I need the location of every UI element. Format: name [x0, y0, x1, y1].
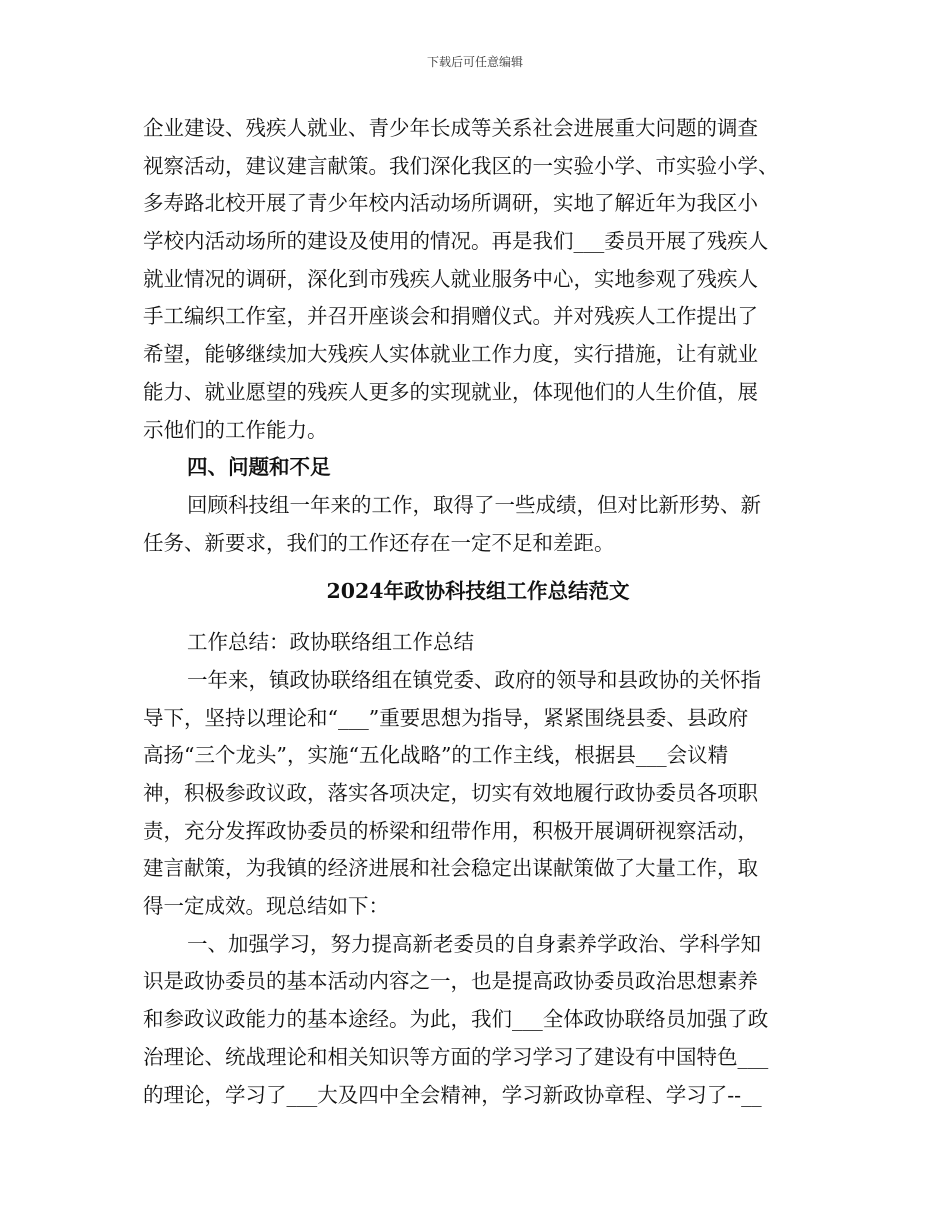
section-heading: 四、问题和不足 [187, 455, 331, 480]
text-line: 责，充分发挥政协委员的桥梁和纽带作用，积极开展调研视察活动， [143, 818, 758, 843]
page-header: 下载后可任意编辑 [426, 55, 523, 69]
paragraph-continuation [143, 110, 813, 449]
text-line: 导下，坚持以理论和“___”重要思想为指导，紧紧围绕县委、县政府 [143, 705, 749, 730]
text-line: 视察活动，建议建言献策。我们深化我区的一实验小学、市实验小学、 [143, 153, 779, 178]
text-line: 希望，能够继续加大残疾人实体就业工作力度，实行措施，让有就业 [143, 342, 758, 367]
text-line: 能力、就业愿望的残疾人更多的实现就业，体现他们的人生价值，展 [143, 379, 758, 404]
text-line: 治理论、统战理论和相关知识等方面的学习学习了建设有中国特色___ [143, 1044, 769, 1069]
text-line: 和参政议政能力的基本途经。为此，我们___全体政协联络员加强了政 [143, 1007, 769, 1032]
text-line: 高扬“三个龙头”，实施“五化战略”的工作主线，根据县___会议精 [143, 743, 729, 768]
text-line: 多寿路北校开展了青少年校内活动场所调研，实地了解近年为我区小 [143, 191, 758, 216]
section-paragraph [143, 487, 813, 562]
section-one-paragraph [143, 926, 813, 1114]
text-line: 回顾科技组一年来的工作，取得了一些成绩，但对比新形势、新 [187, 492, 761, 517]
text-line: 手工编织工作室，并召开座谈会和捐赠仪式。并对残疾人工作提出了 [143, 304, 758, 329]
document-title: 2024年政协科技组工作总结范文 [326, 579, 630, 604]
text-line: 一、加强学习，努力提高新老委员的自身素养学政治、学科学知 [187, 931, 761, 956]
text-line: 企业建设、残疾人就业、青少年长成等关系社会进展重大问题的调查 [143, 116, 758, 140]
text-line: 神，积极参政议政，落实各项决定，切实有效地履行政协委员各项职 [143, 781, 758, 805]
intro-paragraph [143, 662, 813, 926]
text-line: 得一定成效。现总结如下： [143, 894, 389, 919]
text-line: 识是政协委员的基本活动内容之一，也是提高政协委员政治思想素养 [143, 969, 758, 994]
document-body [143, 110, 813, 1114]
text-line: 一年来，镇政协联络组在镇党委、政府的领导和县政协的关怀指 [187, 667, 761, 692]
subtitle: 工作总结：政协联络组工作总结 [187, 630, 474, 655]
text-line: 就业情况的调研，深化到市残疾人就业服务中心，实地参观了残疾人 [143, 266, 758, 291]
text-line: 的理论，学习了___大及四中全会精神，学习新政协章程、学习了--__ [143, 1082, 762, 1107]
text-line: 学校内活动场所的建设及使用的情况。再是我们___委员开展了残疾人 [143, 229, 769, 254]
text-line: 建言献策，为我镇的经济进展和社会稳定出谋献策做了大量工作，取 [143, 856, 758, 881]
text-line: 任务、新要求，我们的工作还存在一定不足和差距。 [143, 530, 615, 555]
text-line: 示他们的工作能力。 [143, 417, 328, 442]
